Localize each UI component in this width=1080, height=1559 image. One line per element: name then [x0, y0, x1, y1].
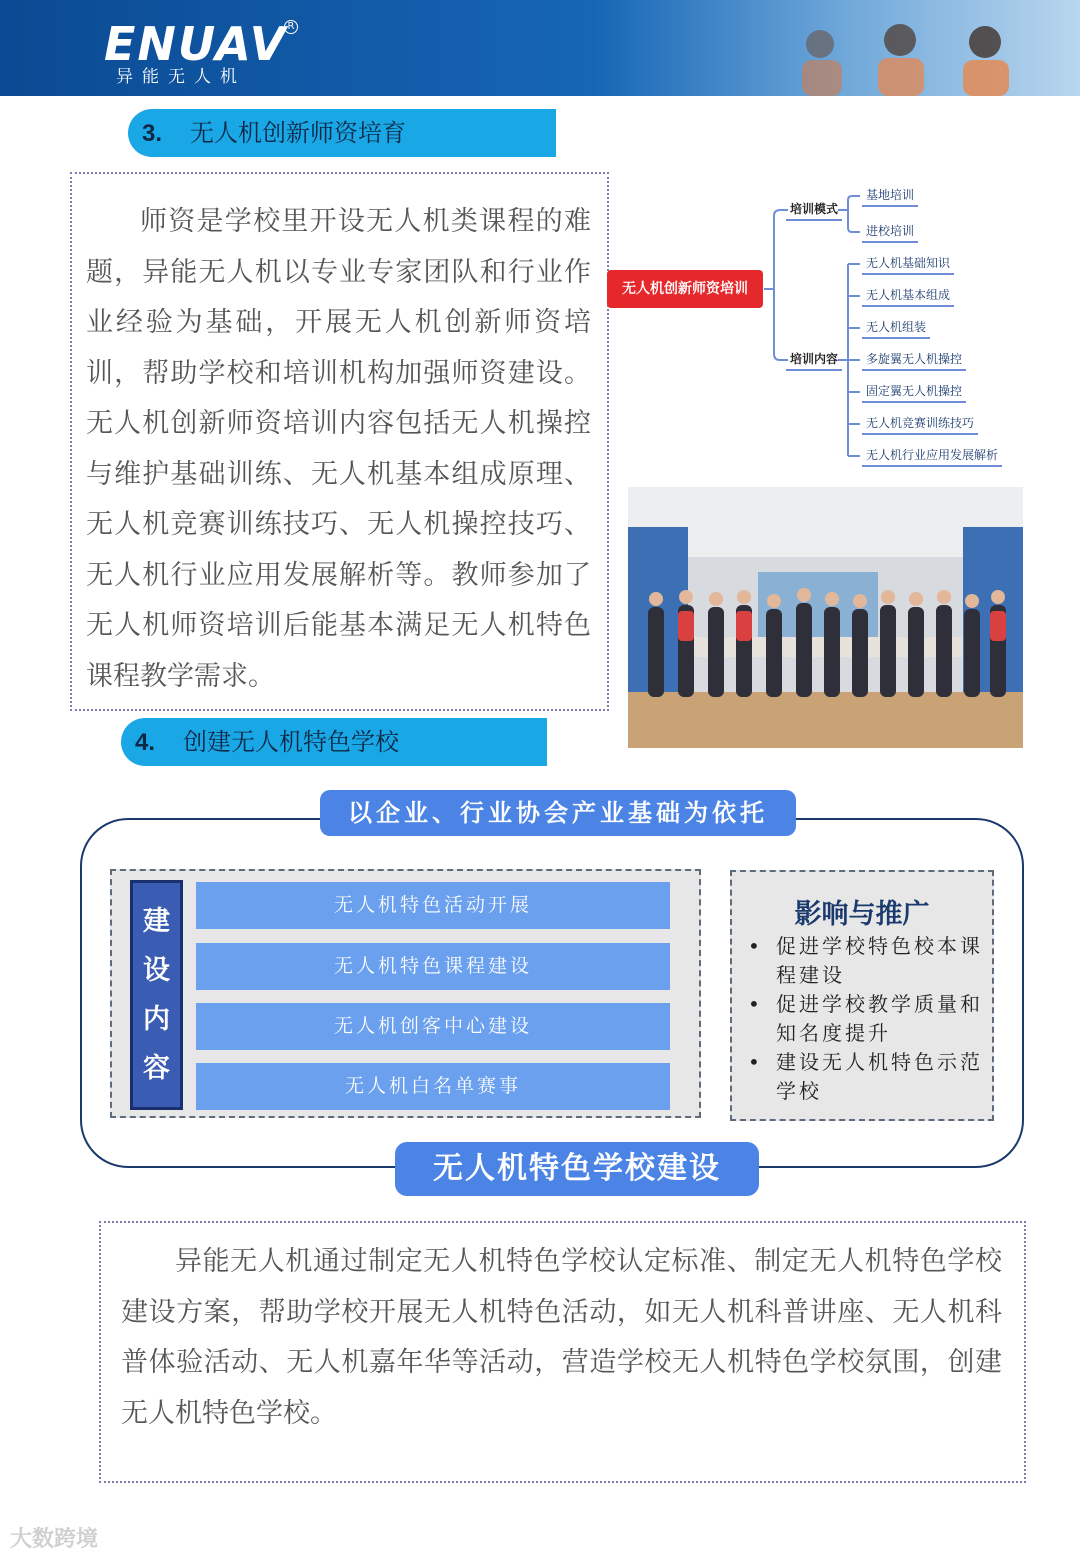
section-3-title: 无人机创新师资培育: [190, 119, 407, 147]
build-item: 无人机白名单赛事: [196, 1063, 670, 1110]
mindmap-leaf: 无人机竞赛训练技巧: [862, 413, 978, 435]
mindmap-leaf: 无人机行业应用发展解析: [862, 445, 1002, 467]
impact-item: • 促进学校教学质量和知名度提升: [746, 990, 986, 1048]
diagram-bottom-label: 无人机特色学校建设: [395, 1142, 759, 1196]
section-3-heading: [128, 109, 556, 157]
section-3-text-box: [70, 172, 609, 711]
build-item: 无人机特色课程建设: [196, 943, 670, 990]
section-4-heading: [121, 718, 547, 766]
mindmap-branch-mode: 培训模式: [786, 199, 842, 221]
mindmap-leaf: 进校培训: [862, 221, 918, 243]
mindmap-leaf: 多旋翼无人机操控: [862, 349, 966, 371]
logo-wordmark: ENUAV: [104, 17, 288, 71]
page-header: [0, 0, 1080, 96]
build-content-vertical-label: [130, 880, 183, 1110]
impact-list: [746, 932, 986, 1106]
section-3-number: 3.: [142, 120, 163, 147]
impact-item: • 建设无人机特色示范学校: [746, 1048, 986, 1106]
diagram-top-label: 以企业、行业协会产业基础为依托: [320, 790, 796, 836]
mindmap-connectors: [760, 190, 870, 470]
impact-item: • 促进学校特色校本课程建设: [746, 932, 986, 990]
training-group-photo: [628, 487, 1023, 748]
brand-logo: [104, 17, 288, 88]
section-4-title: 创建无人机特色学校: [183, 728, 400, 756]
mindmap-leaf: 无人机组装: [862, 317, 930, 339]
mindmap-branch-content: 培训内容: [786, 349, 842, 371]
logo-subtitle: 异能无人机: [116, 67, 246, 87]
closing-paragraph: 异能无人机通过制定无人机特色学校认定标准、制定无人机特色学校建设方案，帮助学校开展无人机特色活动，如无人机科普讲座、无人机科普体验活动、无人机嘉年华等活动，营造学校无人机特色学校氛围，创建无人机特色学校。: [121, 1246, 1002, 1429]
registered-mark: R: [284, 20, 298, 34]
closing-text-box: [99, 1221, 1026, 1483]
vertical-char: 建: [143, 905, 170, 937]
vertical-char: 设: [143, 954, 170, 986]
build-item: 无人机特色活动开展: [196, 882, 670, 929]
watermark: 大数跨境: [10, 1527, 99, 1552]
mindmap-leaf: 固定翼无人机操控: [862, 381, 966, 403]
section-4-number: 4.: [135, 729, 156, 756]
mindmap-leaf: 无人机基础知识: [862, 253, 954, 275]
mindmap-root: 无人机创新师资培训: [607, 270, 763, 308]
mindmap-leaf: 无人机基本组成: [862, 285, 954, 307]
build-item: 无人机创客中心建设: [196, 1003, 670, 1050]
impact-title: 影响与推广: [794, 899, 930, 930]
mindmap-leaf: 基地培训: [862, 185, 918, 207]
vertical-char: 内: [143, 1003, 170, 1035]
vertical-char: 容: [143, 1052, 170, 1084]
section-3-paragraph: 师资是学校里开设无人机类课程的难题，异能无人机以专业专家团队和行业作业经验为基础，开展无人机创新师资培训，帮助学校和培训机构加强师资建设。无人机创新师资培训内容包括无人机操控与维护基础训练、无人机基本组成原理、无人机竞赛训练技巧、无人机操控技巧、无人机行业应用发展解析等。教师参加了无人机师资培训后能基本满足无人机特色课程教学需求。: [86, 206, 591, 692]
header-children-photo: [780, 0, 1040, 96]
impact-panel: [730, 870, 994, 1121]
